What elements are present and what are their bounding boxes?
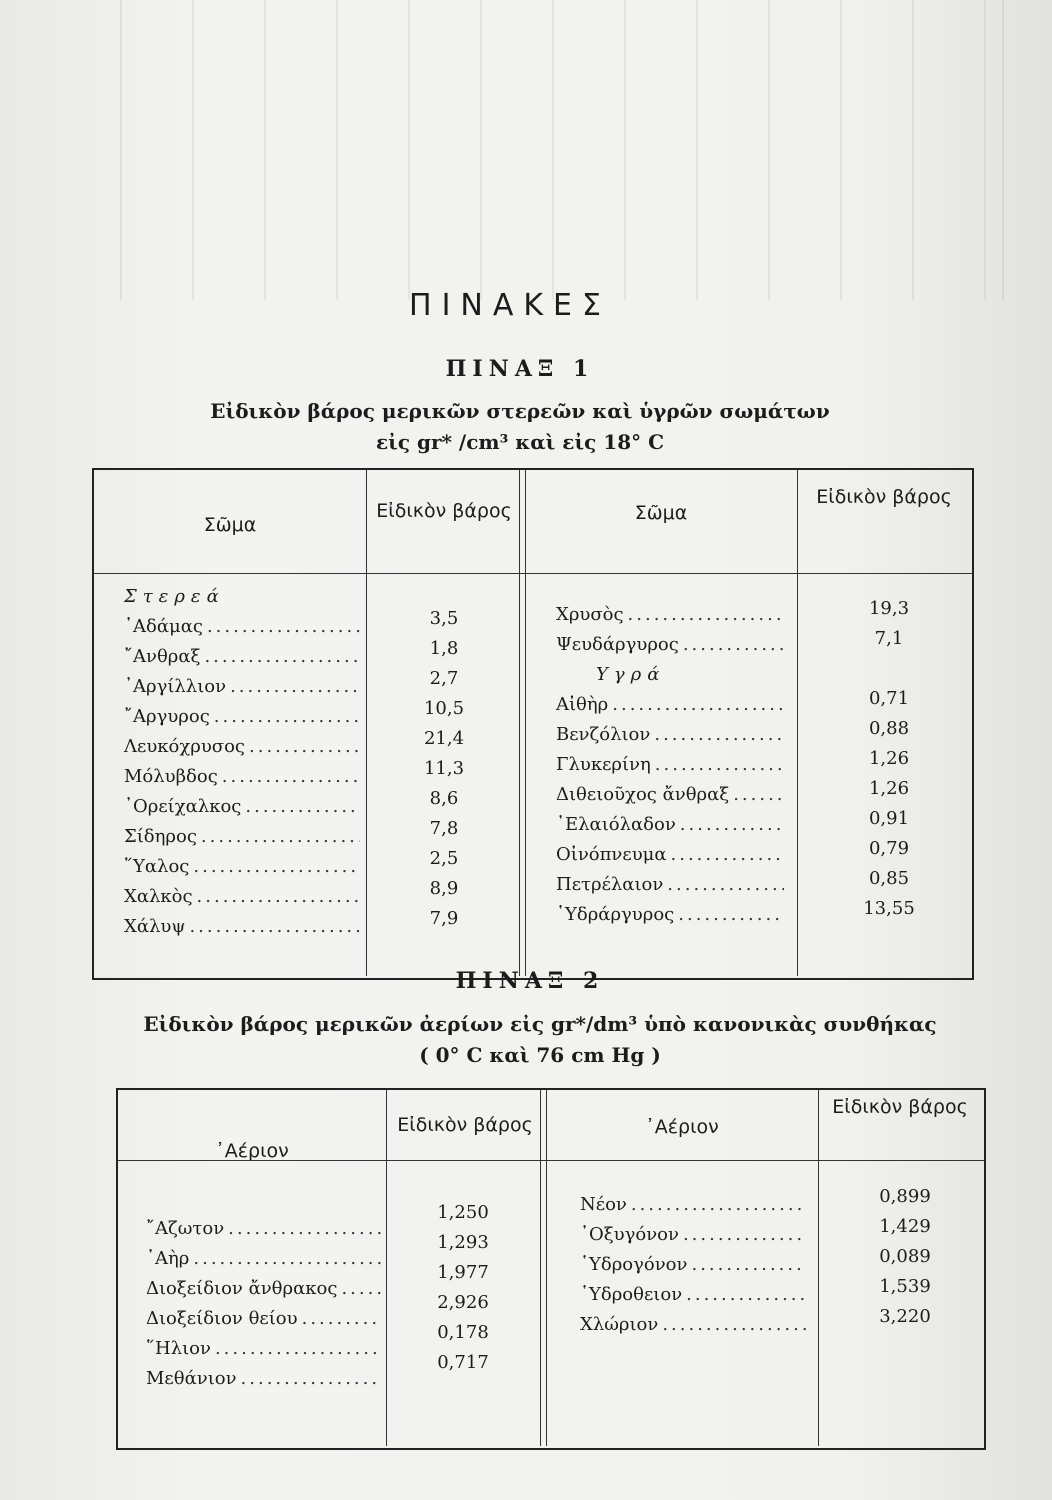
value-cell: 2,926 (437, 1292, 489, 1313)
value-cell: 10,5 (423, 698, 465, 719)
table1-right-values (824, 594, 954, 924)
list-item: Σίδηρος ..... (124, 822, 360, 852)
value-cell: 7,1 (874, 628, 904, 649)
table1-left-names (124, 582, 360, 942)
table2-left-values (408, 1198, 518, 1378)
table1-caption-line1: Εἰδικὸν βάρος μερικῶν στερεῶν καὶ ὑγρῶν σωμάτων (210, 399, 830, 423)
value-cell: 3,220 (879, 1306, 931, 1327)
table2-col-divider-2a (540, 1090, 541, 1446)
table1-section-liquids: Υγρά (596, 664, 666, 685)
list-item: Χαλκὸς ..... (124, 882, 360, 912)
table1-col-divider-2a (519, 470, 520, 976)
page-title: ΠΙΝΑΚΕΣ (409, 288, 611, 323)
list-item: Διθειοῦχος ἄνθραξ ..... (556, 780, 784, 810)
value-cell: 11,3 (423, 758, 465, 779)
list-item: ᾿Οξυγόνον ..... (580, 1220, 806, 1250)
list-item: ᾿Ορείχαλκος ..... (124, 792, 360, 822)
list-item: ᾿Αὴρ ..... (146, 1244, 382, 1274)
table2-caption-line2: ( 0° C καὶ 76 cm Hg ) (419, 1043, 661, 1067)
table2-left-names (146, 1214, 382, 1394)
value-cell: 1,293 (437, 1232, 489, 1253)
list-item: ᾿Ελαιόλαδον ..... (556, 810, 784, 840)
value-cell: 1,429 (879, 1216, 931, 1237)
list-item: Αἰθὴρ ..... (556, 690, 784, 720)
value-cell: 2,7 (429, 668, 459, 689)
table2-col-divider-2b (546, 1090, 547, 1446)
value-cell: 0,88 (868, 718, 910, 739)
list-item: Μεθάνιον ..... (146, 1364, 382, 1394)
value-cell: 1,8 (429, 638, 459, 659)
list-item: Χλώριον ..... (580, 1310, 806, 1340)
list-item: ῎Αζωτον ..... (146, 1214, 382, 1244)
list-item: ῞Υαλος ..... (124, 852, 360, 882)
list-item: Πετρέλαιον ..... (556, 870, 784, 900)
table2-title: ΠΙΝΑΞ 2 (455, 968, 605, 994)
value-cell: 1,977 (437, 1262, 489, 1283)
list-item: ῾Υδρογόνον ..... (580, 1250, 806, 1280)
table1-header-density-right: Εἰδικὸν βάρος (816, 486, 952, 508)
list-item: Λευκόχρυσος ..... (124, 732, 360, 762)
list-item: ῎Ανθραξ ..... (124, 642, 360, 672)
list-item: ᾿Αδάμας ..... (124, 612, 360, 642)
value-cell: 0,717 (437, 1352, 489, 1373)
table2 (116, 1088, 986, 1450)
table1 (92, 468, 974, 980)
value-cell: 1,250 (437, 1202, 489, 1223)
table1-col-divider-3 (797, 470, 798, 976)
table1-title: ΠΙΝΑΞ 1 (445, 356, 595, 382)
value-cell: 0,899 (879, 1186, 931, 1207)
list-item: Χάλυψ ..... (124, 912, 360, 942)
value-cell: 8,9 (429, 878, 459, 899)
list-item: ῎Αργυρος ..... (124, 702, 360, 732)
table1-right-names (556, 600, 784, 930)
table1-col-divider-2b (525, 470, 526, 976)
list-item: ῾Υδροθειον ..... (580, 1280, 806, 1310)
table2-header-density-right: Εἰδικὸν βάρος (832, 1096, 968, 1118)
list-item: Νέον ..... (580, 1190, 806, 1220)
table1-col-divider-1 (366, 470, 367, 976)
list-item: Διοξείδιον ἄνθρακος ..... (146, 1274, 382, 1304)
value-cell: 0,91 (868, 808, 910, 829)
table2-col-divider-1 (386, 1090, 387, 1446)
table1-header-body: Σῶμα (203, 514, 257, 536)
value-cell: 7,9 (429, 908, 459, 929)
table2-right-values (840, 1182, 970, 1332)
value-cell: 7,8 (429, 818, 459, 839)
value-cell: 1,26 (868, 778, 910, 799)
value-cell: 8,6 (429, 788, 459, 809)
list-item: Ψευδάργυρος ..... (556, 630, 784, 660)
value-cell: 1,26 (868, 748, 910, 769)
table2-header-density: Εἰδικὸν βάρος (397, 1114, 533, 1136)
value-cell: 0,089 (879, 1246, 931, 1267)
value-cell: 0,178 (437, 1322, 489, 1343)
table1-header-density: Εἰδικὸν βάρος (376, 500, 512, 522)
table2-caption-line1: Εἰδικὸν βάρος μερικῶν ἀερίων εἰς gr*/dm³ ὑπὸ κανονικὰς συνθήκας (143, 1012, 937, 1036)
list-item: Βενζόλιον ..... (556, 720, 784, 750)
table1-section-solids: Στερεά (124, 586, 225, 607)
list-item: Διοξείδιον θείου ..... (146, 1304, 382, 1334)
value-cell: 0,85 (868, 868, 910, 889)
table2-header-rule (118, 1160, 984, 1161)
list-item: Οἰνόπνευμα ..... (556, 840, 784, 870)
value-cell: 0,79 (868, 838, 910, 859)
list-item: Χρυσὸς ..... (556, 600, 784, 630)
list-item: Γλυκερίνη ..... (556, 750, 784, 780)
table1-header-rule (94, 573, 972, 574)
value-cell: 2,5 (429, 848, 459, 869)
show-through-background (120, 0, 1004, 300)
value-cell: 0,71 (868, 688, 910, 709)
table2-col-divider-3 (818, 1090, 819, 1446)
list-item: Μόλυβδος ..... (124, 762, 360, 792)
list-item: ῾Υδράργυρος ..... (556, 900, 784, 930)
value-cell: 1,539 (879, 1276, 931, 1297)
table1-caption-line2: εἰς gr* /cm³ καὶ εἰς 18° C (376, 430, 664, 454)
list-item: ῞Ηλιον ..... (146, 1334, 382, 1364)
table1-header-body-right: Σῶμα (634, 502, 688, 524)
table2-header-gas: ᾿Αέριον (215, 1140, 289, 1162)
value-cell: 13,55 (863, 898, 915, 919)
value-cell: 19,3 (868, 598, 910, 619)
list-item: ᾿Αργίλλιον ..... (124, 672, 360, 702)
table1-left-values (394, 604, 494, 934)
value-cell: 3,5 (429, 608, 459, 629)
table2-header-gas-right: ᾿Αέριον (645, 1116, 719, 1138)
table2-right-names (580, 1190, 806, 1340)
value-cell: 21,4 (423, 728, 465, 749)
